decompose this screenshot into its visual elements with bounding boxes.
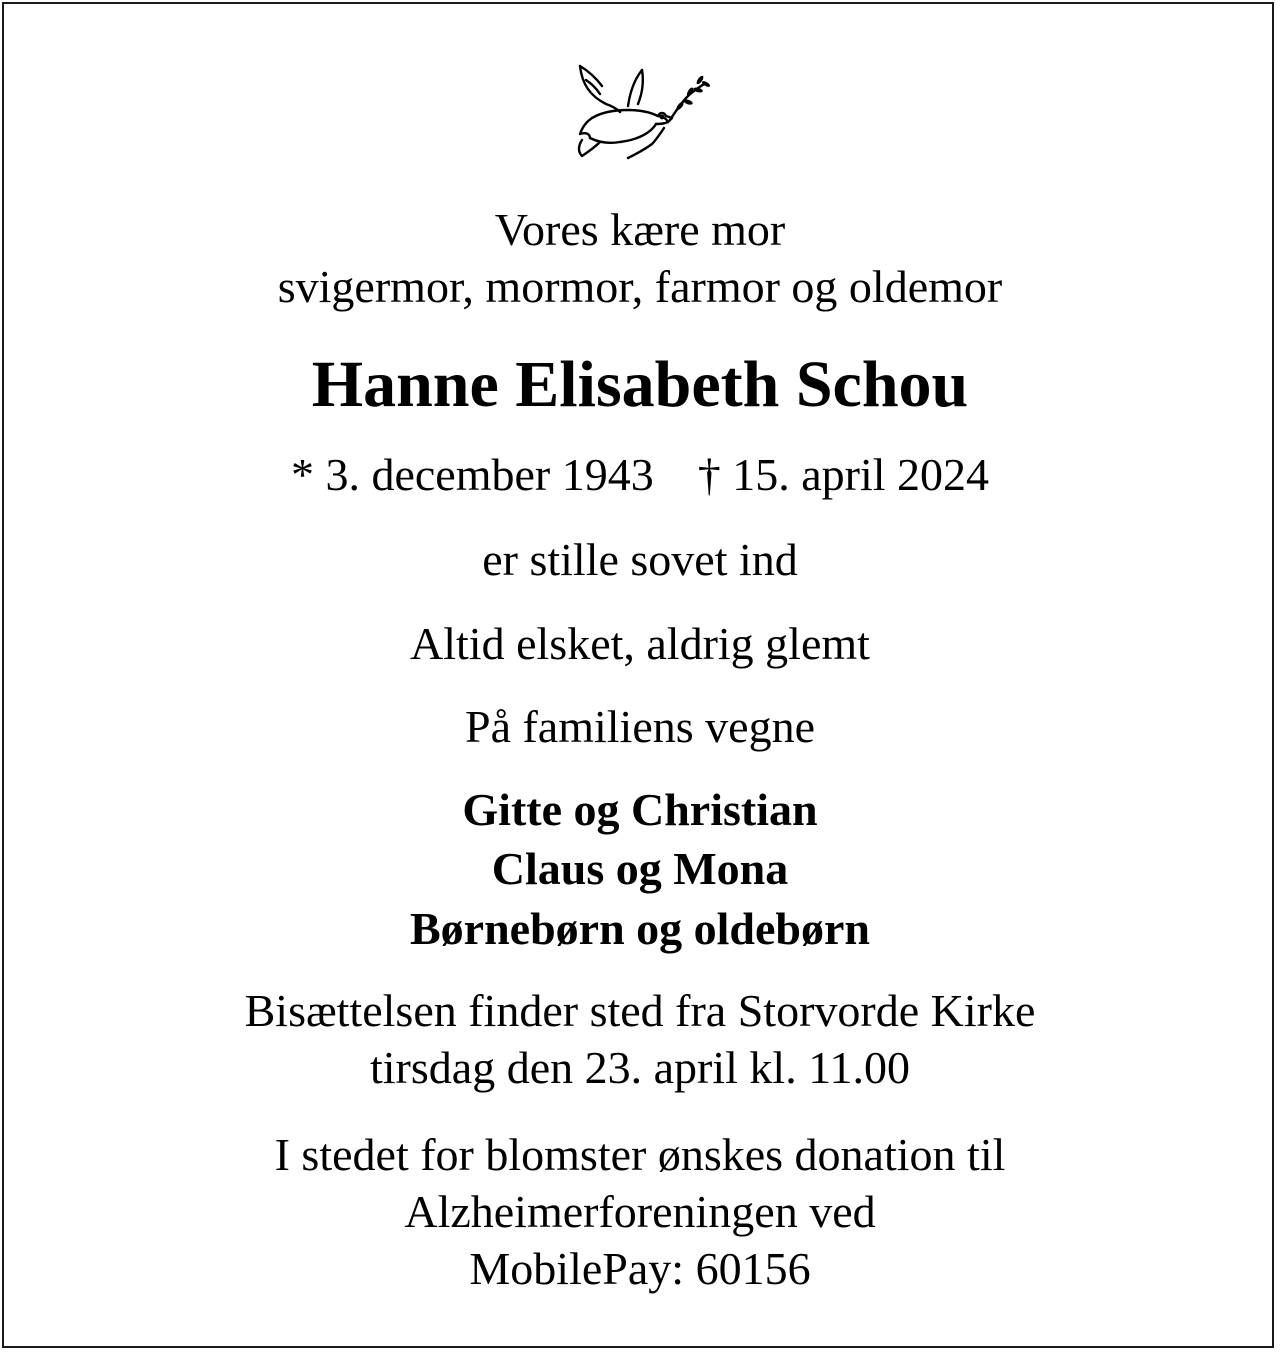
death-date: † 15. april 2024 (697, 449, 990, 500)
family-line-3: Børnebørn og oldebørn (409, 903, 871, 954)
motto: Altid elsket, aldrig glemt (410, 618, 870, 669)
family-line-1: Gitte og Christian (462, 784, 818, 835)
life-dates (0, 449, 1280, 500)
intro-line-2: svigermor, mormor, farmor og oldemor (277, 261, 1003, 312)
donation-line-2: Alzheimerforeningen ved (404, 1186, 876, 1237)
donation-line-1: I stedet for blomster ønskes donation til (274, 1129, 1006, 1180)
on-behalf-text: På familiens vegne (464, 701, 815, 752)
funeral-line-1: Bisættelsen finder sted fra Storvorde Kirke (244, 985, 1036, 1036)
passing-text: er stille sovet ind (482, 534, 798, 585)
birth-date: * 3. december 1943 (290, 449, 654, 500)
dove-with-olive-branch-icon (572, 62, 710, 170)
deceased-name: Hanne Elisabeth Schou (311, 348, 969, 421)
intro-line-1: Vores kære mor (494, 204, 786, 255)
donation-line-3: MobilePay: 60156 (469, 1243, 811, 1294)
funeral-line-2: tirsdag den 23. april kl. 11.00 (370, 1042, 910, 1093)
family-line-2: Claus og Mona (491, 843, 789, 894)
